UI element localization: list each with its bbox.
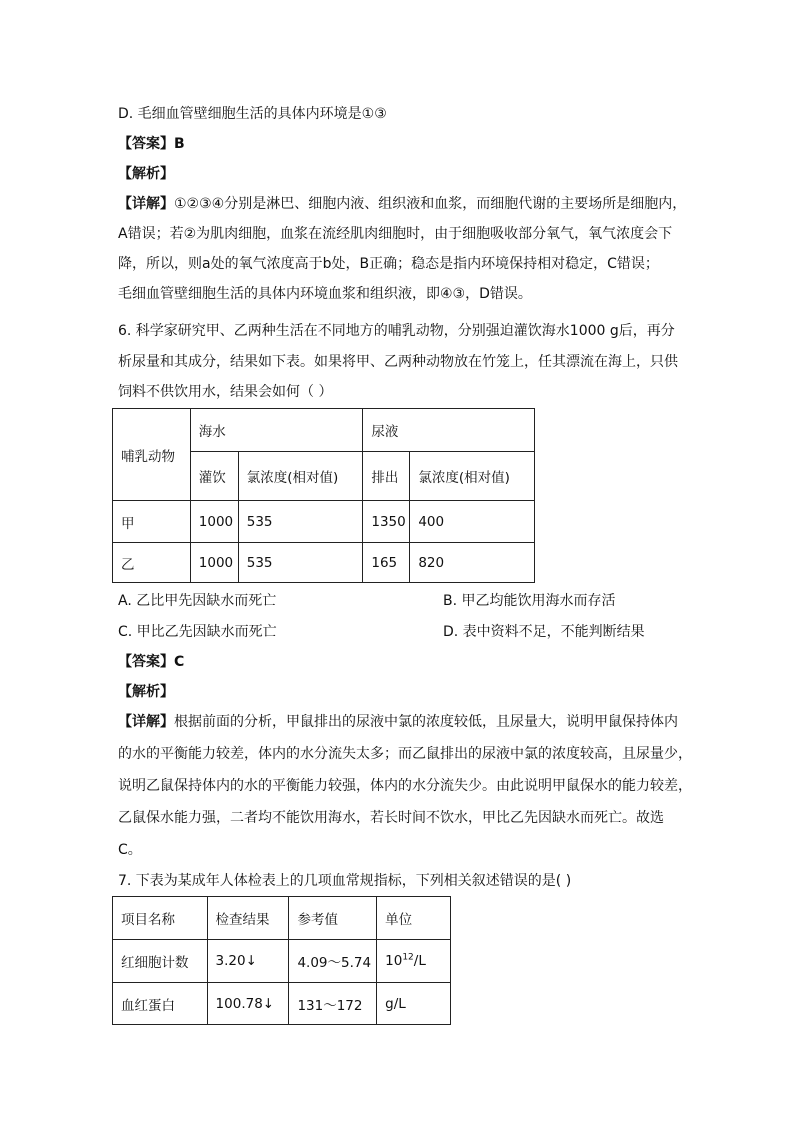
q6-data-table [112,408,535,583]
q6-answer: 【答案】C [118,654,185,670]
table-row [113,543,535,583]
q6-option-b: B. 甲乙均能饮用海水而存活 [443,593,616,609]
table-cell: 红细胞计数 [113,940,208,983]
q6-sub-cl-seawater: 氯浓度(相对值) [238,452,363,501]
q6-group-seawater: 海水 [190,409,363,452]
table-header-cell: 参考值 [289,897,377,940]
q6-analysis-label: 【解析】 [118,684,174,700]
table-cell: 1000 [190,543,238,583]
q6-detail-line-3: 说明乙鼠保持体内的水的平衡能力较强，体内的水分流失少。由此说明甲鼠保水的能力较差， [118,778,692,794]
q6-option-c: C. 甲比乙先因缺水而死亡 [118,624,277,640]
table-row [113,983,451,1025]
table-cell: 535 [238,543,363,583]
q6-stem-line-1: 6. 科学家研究甲、乙两种生活在不同地方的哺乳动物，分别强迫灌饮海水1000 g后，再分 [118,323,675,339]
table-row [113,940,451,983]
table-cell: 甲 [113,501,191,543]
table-cell-unit: g/L [377,983,451,1025]
q6-detail-label: 【详解】 [118,714,174,730]
q6-detail-line-4: 乙鼠保水能力强，二者均不能饮用海水，若长时间不饮水，甲比乙先因缺水而死亡。故选 [118,810,664,826]
q7-stem: 7. 下表为某成年人体检表上的几项血常规指标，下列相关叙述错误的是( ) [118,873,572,889]
table-cell: 820 [410,543,535,583]
q6-sub-output: 排出 [363,452,410,501]
table-header-cell: 单位 [377,897,451,940]
q6-stem-line-2: 析尿量和其成分，结果如下表。如果将甲、乙两种动物放在竹笼上，任其漂流在海上，只供 [118,354,678,370]
q6-option-d: D. 表中资料不足，不能判断结果 [443,624,645,640]
table-cell: 乙 [113,543,191,583]
table-header-cell: 检查结果 [207,897,289,940]
q6-sub-cl-urine: 氯浓度(相对值) [410,452,535,501]
q5-option-d: D. 毛细血管壁细胞生活的具体内环境是①③ [118,106,387,122]
q6-option-a: A. 乙比甲先因缺水而死亡 [118,593,277,609]
table-cell: 血红蛋白 [113,983,208,1025]
table-cell: 1000 [190,501,238,543]
q5-answer: 【答案】B [118,136,185,152]
q6-group-urine: 尿液 [363,409,535,452]
table-cell: 3.20↓ [207,940,289,983]
table-cell: 400 [410,501,535,543]
q5-detail-line-1: 【详解】①②③④分别是淋巴、细胞内液、组织液和血浆，而细胞代谢的主要场所是细胞内， [118,196,687,212]
q5-analysis-label: 【解析】 [118,166,174,182]
q6-detail-line-2: 的水的平衡能力较差，体内的水分流失太多；而乙鼠排出的尿液中氯的浓度较高，且尿量少， [118,746,692,762]
table-cell-unit: $10^{12}/L$ [377,940,451,983]
table-cell: 131～172 [289,983,377,1025]
table-header-cell: 项目名称 [113,897,208,940]
table-cell: 4.09～5.74 [289,940,377,983]
table-cell: 535 [238,501,363,543]
q7-data-table [112,896,451,1025]
table-cell: 165 [363,543,410,583]
q6-detail-line-5: C。 [118,842,142,858]
q6-detail-line-1: 【详解】根据前面的分析，甲鼠排出的尿液中氯的浓度较低，且尿量大，说明甲鼠保持体内 [118,714,678,730]
q5-detail-label: 【详解】 [118,196,174,212]
q5-detail-line-2: A错误；若②为肌肉细胞，血浆在流经肌肉细胞时，由于细胞吸收部分氧气，氧气浓度会下 [118,226,673,242]
table-header-row [113,897,451,940]
q6-sub-intake: 灌饮 [190,452,238,501]
q6-stem-line-3: 饲料不供饮用水，结果会如何（ ） [118,384,333,400]
table-cell: 100.78↓ [207,983,289,1025]
q5-detail-line-4: 毛细血管壁细胞生活的具体内环境血浆和组织液，即④③，D错误。 [118,286,532,302]
q6-col-animal: 哺乳动物 [113,409,191,501]
q5-detail-line-3: 降，所以，则a处的氧气浓度高于b处，B正确；稳态是指内环境保持相对稳定，C错误； [118,256,659,272]
table-cell: 1350 [363,501,410,543]
table-row [113,501,535,543]
